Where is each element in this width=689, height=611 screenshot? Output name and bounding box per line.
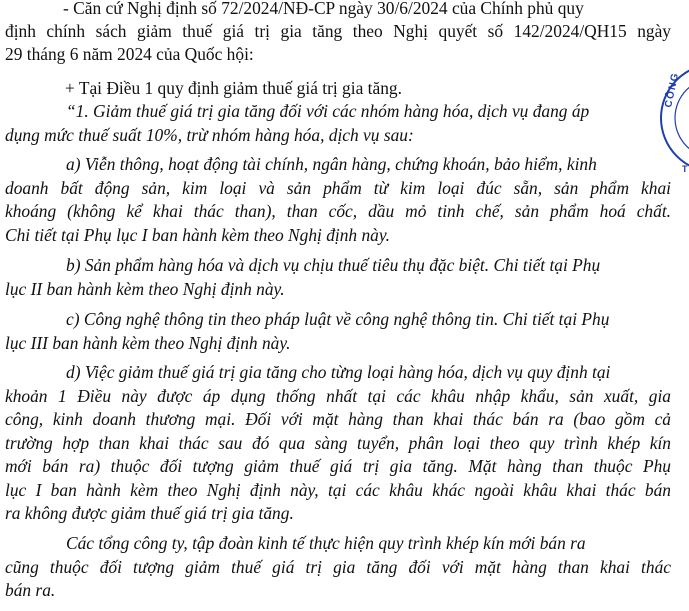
- official-stamp: [655, 60, 689, 180]
- quote-line: công, kinh doanh thương mại. Đối với mặt hàng than khai thác bán ra (bao gồm cả: [5, 409, 671, 429]
- quote-line: khoáng (không kể khai thác than), than cốc, dầu mỏ tinh chế, sản phẩm hoá chất.: [5, 201, 671, 221]
- quote-line: d) Việc giảm thuế giá trị gia tăng cho từng loại hàng hóa, dịch vụ quy định tại: [66, 362, 611, 382]
- para-line: - Căn cứ Nghị định số 72/2024/NĐ-CP ngày 30/6/2024 của Chính phủ quy: [63, 0, 584, 18]
- quote-line: mới bán ra) thuộc đối tượng giảm thuế giá trị gia tăng. Mặt hàng than thuộc Phụ: [5, 456, 671, 476]
- quote-line: bán ra.: [5, 580, 56, 600]
- quote-line: khoản 1 Điều này được áp dụng thống nhất tại các khâu nhập khẩu, sản xuất, gia: [5, 386, 671, 406]
- quote-line: Chi tiết tại Phụ lục I ban hành kèm theo Nghị định này.: [5, 225, 390, 245]
- stamp-letter: T: [682, 164, 688, 174]
- para-line: + Tại Điều 1 quy định giảm thuế giá trị gia tăng.: [65, 78, 402, 98]
- quote-line: cũng thuộc đối tượng giảm thuế giá trị gia tăng đối với mặt hàng than khai thác: [5, 557, 671, 577]
- quote-line: a) Viễn thông, hoạt động tài chính, ngân hàng, chứng khoán, bảo hiểm, kinh: [66, 154, 597, 174]
- quote-line: b) Sản phẩm hàng hóa và dịch vụ chịu thuế tiêu thụ đặc biệt. Chi tiết tại Phụ: [66, 255, 601, 275]
- quote-line: lục II ban hành kèm theo Nghị định này.: [5, 279, 285, 299]
- quote-line: dụng mức thuế suất 10%, trừ nhóm hàng hóa, dịch vụ sau:: [5, 125, 414, 145]
- quote-line: trường hợp than khai thác sau đó qua sàng tuyển, phân loại theo quy trình khép kín: [5, 433, 671, 453]
- para-line: định chính sách giảm thuế giá trị gia tăng theo Nghị quyết số 142/2024/QH15 ngày: [5, 21, 671, 41]
- quote-line: “1. Giảm thuế giá trị gia tăng đối với các nhóm hàng hóa, dịch vụ đang áp: [66, 101, 590, 121]
- quote-line: Các tổng công ty, tập đoàn kinh tế thực hiện quy trình khép kín mới bán ra: [66, 533, 586, 553]
- quote-line: c) Công nghệ thông tin theo pháp luật về công nghệ thông tin. Chi tiết tại Phụ: [66, 309, 610, 329]
- para-line: 29 tháng 6 năm 2024 của Quốc hội:: [5, 44, 254, 64]
- quote-line: ra không được giảm thuế giá trị gia tăng.: [5, 503, 294, 523]
- quote-line: doanh bất động sản, kim loại và sản phẩm từ kim loại đúc sẵn, sản phẩm khai: [5, 178, 671, 198]
- quote-line: lục III ban hành kèm theo Nghị định này.: [5, 333, 291, 353]
- stamp-text: CÔNG: [663, 71, 682, 109]
- quote-line: lục I ban hành kèm theo Nghị định này, tại các khâu khác ngoài khâu khai thác bán: [5, 480, 671, 500]
